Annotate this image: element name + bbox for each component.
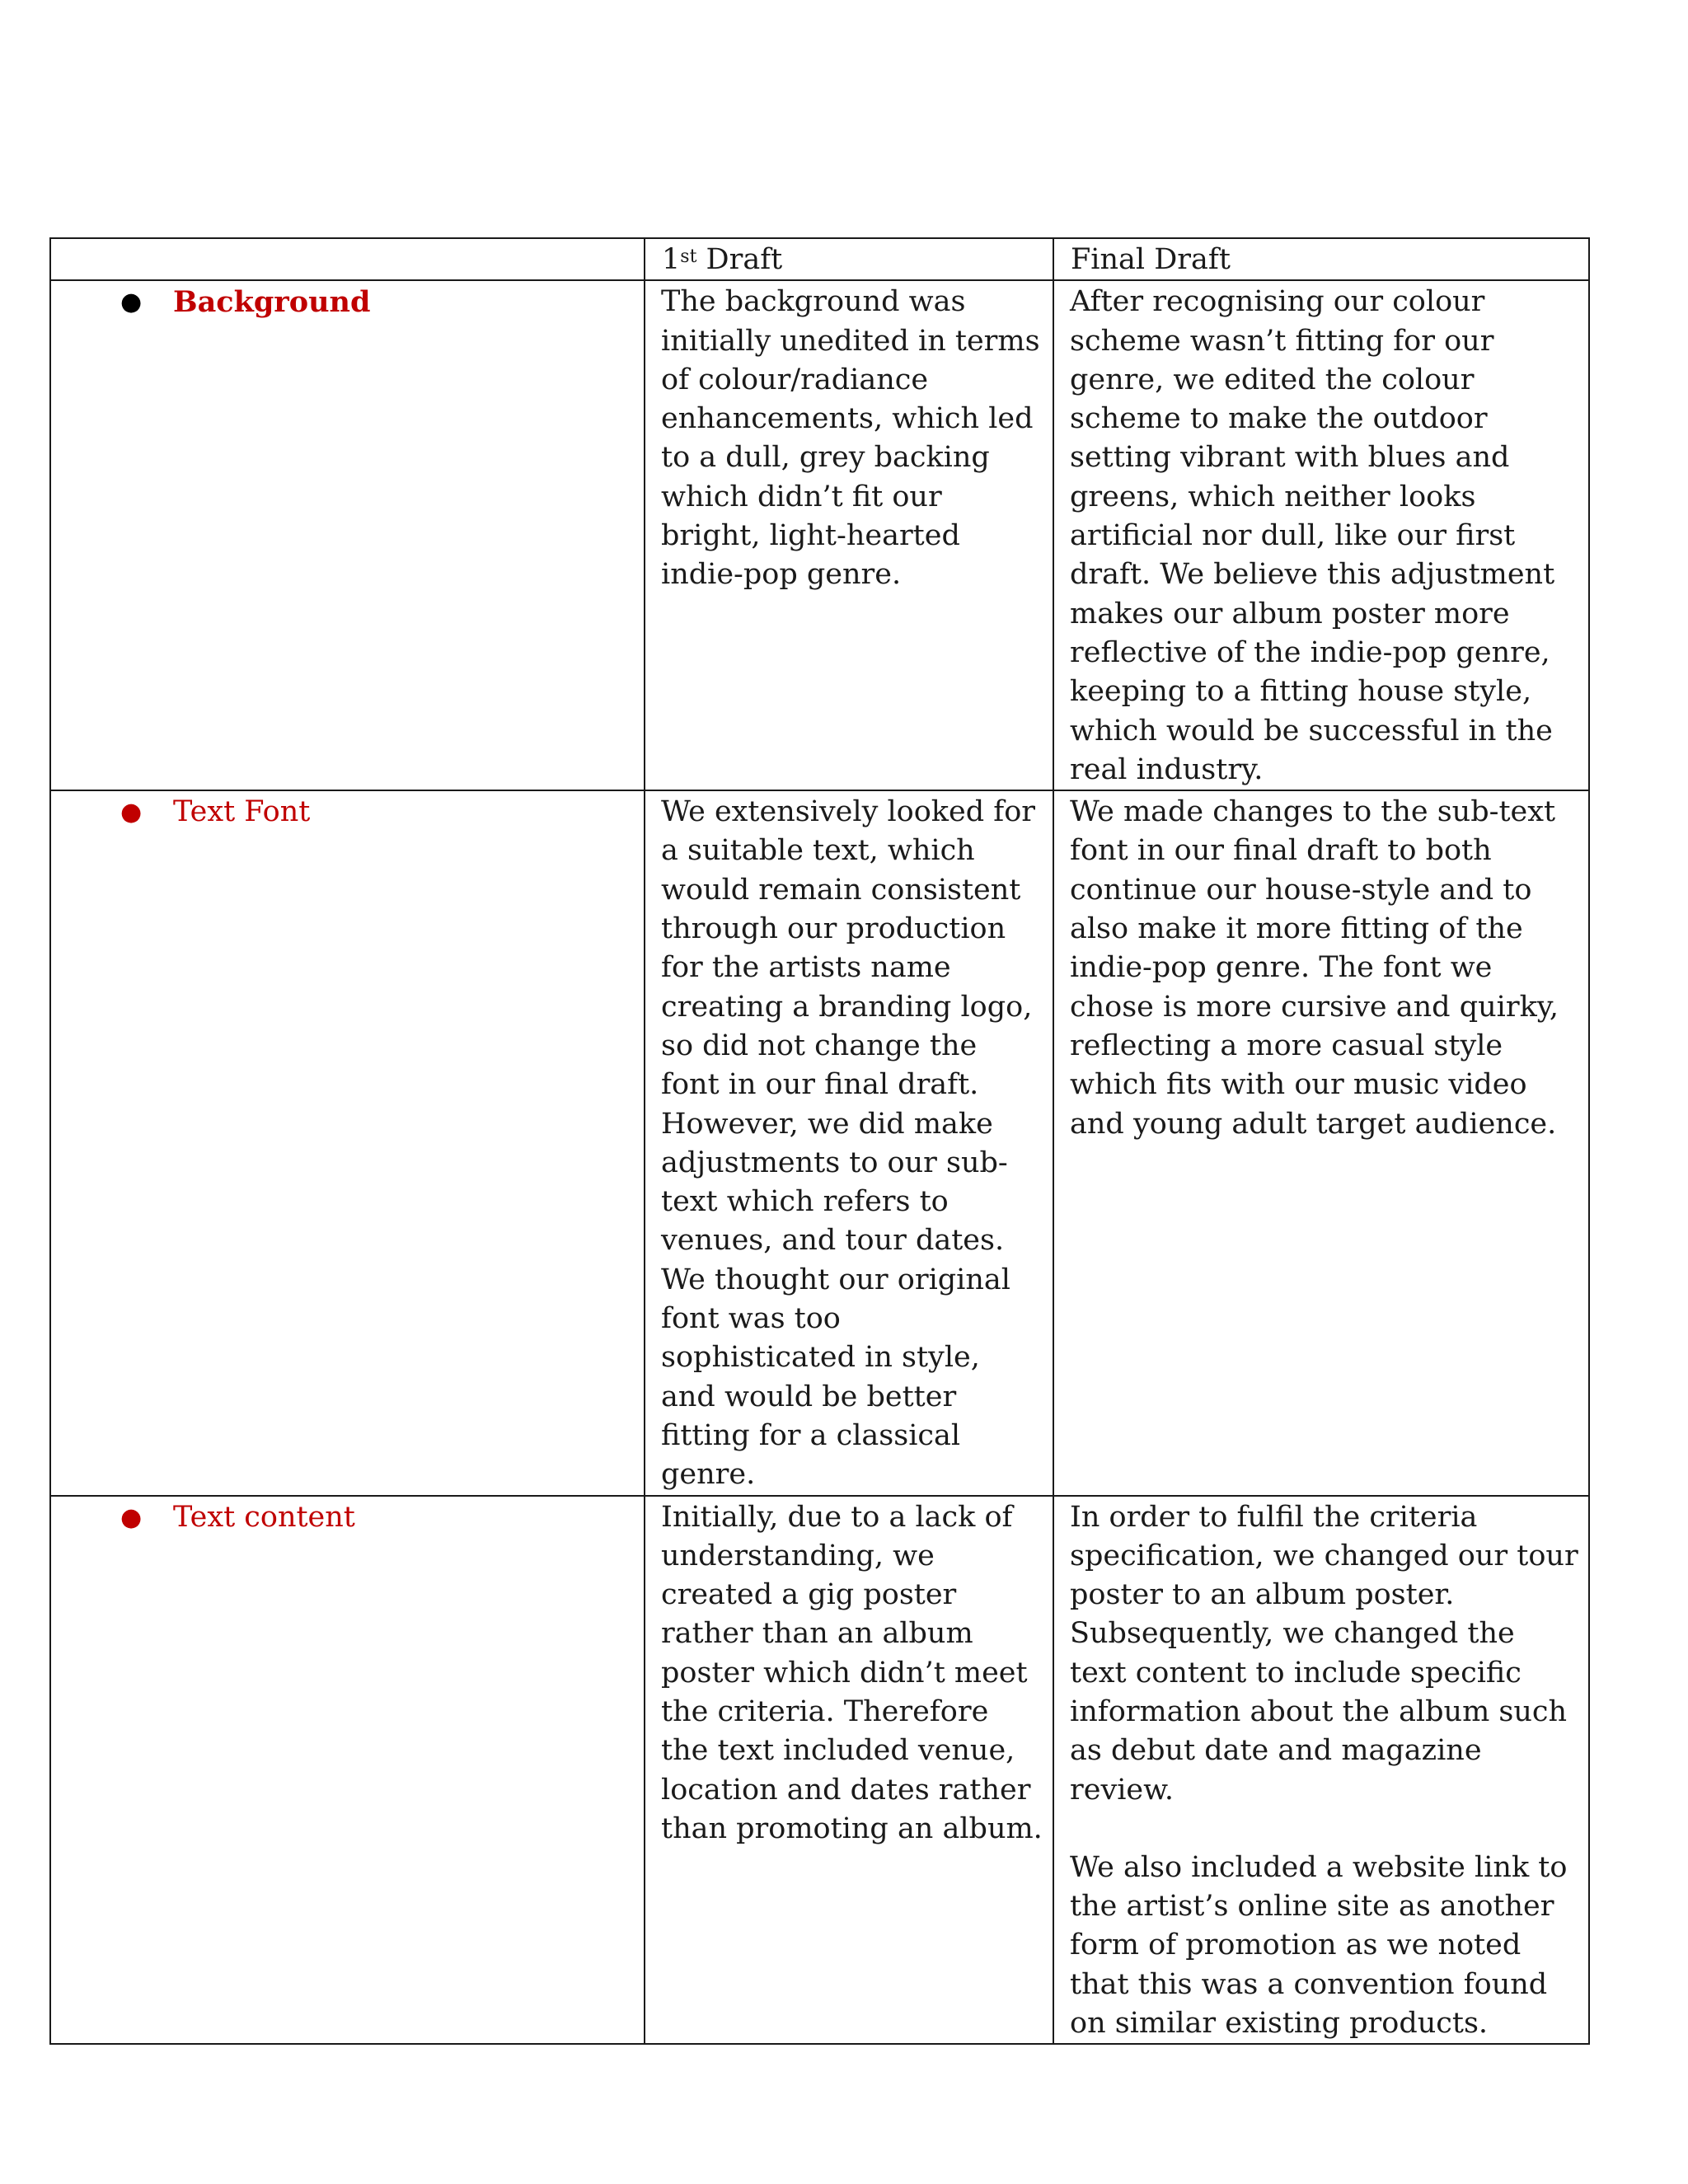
first-draft-text: The background was initially unedited in terms of colour/radiance enhancements, which led to a dull, grey backing which didn’t fit our bright, light-hearted indie-pop genre. — [661, 285, 1040, 592]
row-label-cell — [50, 280, 645, 790]
header-first-draft-number: 1 — [662, 243, 681, 276]
bullet-dot-icon: ● — [120, 798, 143, 827]
bullet-dot-icon: ● — [120, 1502, 143, 1532]
final-draft-cell — [1053, 280, 1589, 790]
row-label-background: Background — [173, 285, 371, 320]
row-label-text-font: Text Font — [173, 795, 311, 829]
header-first-draft-label: Draft — [696, 243, 783, 276]
final-draft-cell — [1053, 790, 1589, 1495]
table-header-row — [50, 238, 1589, 280]
table-row — [50, 790, 1589, 1495]
first-draft-cell — [645, 280, 1053, 790]
table-row — [50, 280, 1589, 790]
first-draft-cell — [645, 790, 1053, 1495]
header-cell-first-draft — [645, 238, 1053, 280]
header-cell-empty — [50, 238, 645, 280]
final-draft-cell — [1053, 1496, 1589, 2045]
row-label-text-content: Text content — [173, 1500, 355, 1534]
first-draft-text: We extensively looked for a suitable text, which would remain consistent through our production for the artists name creating a branding logo, so did not change the font in our final draft. However, we did make adjustments to our sub-text which refers to venues, and tour dates. We thought our original font was too sophisticated in style, and would be better fitting for a classical genre. — [661, 795, 1036, 1492]
first-draft-cell — [645, 1496, 1053, 2045]
row-label-cell — [50, 790, 645, 1495]
final-draft-text: We made changes to the sub-text font in our final draft to both continue our house-style and to also make it more fitting of the indie-pop genre. The font we chose is more cursive and quirky, reflecting a more casual style which fits with our music video and young adult target audience. — [1070, 795, 1559, 1141]
bullet-dot-icon: ● — [120, 288, 143, 317]
draft-comparison-table — [49, 237, 1590, 2045]
final-draft-text: After recognising our colour scheme wasn’t fitting for our genre, we edited the colour scheme to make the outdoor setting vibrant with blues and greens, which neither looks artificial nor dull, like our first draft. We believe this adjustment makes our album poster more reflective of the indie-pop genre, keeping to a fitting house style, which would be successful in the real industry. — [1070, 285, 1555, 786]
row-label-cell — [50, 1496, 645, 2045]
first-draft-text: Initially, due to a lack of understanding, we created a gig poster rather than an album poster which didn’t meet the criteria. Therefore the text included venue, location and dates rather than promoting an album. — [661, 1500, 1043, 1845]
table-row — [50, 1496, 1589, 2045]
header-cell-final-draft — [1053, 238, 1589, 280]
header-first-draft-suffix: st — [680, 246, 697, 267]
final-draft-text-paragraph-1: In order to fulfil the criteria specification, we changed our tour poster to an album poster. Subsequently, we changed the text content to include specific information about the album such as debut date and magazine review. — [1070, 1500, 1578, 1807]
final-draft-text-paragraph-2: We also included a website link to the artist’s online site as another form of promotion as we noted that this was a convention found on similar existing products. — [1070, 1850, 1568, 2041]
header-final-draft-label: Final Draft — [1071, 243, 1231, 276]
